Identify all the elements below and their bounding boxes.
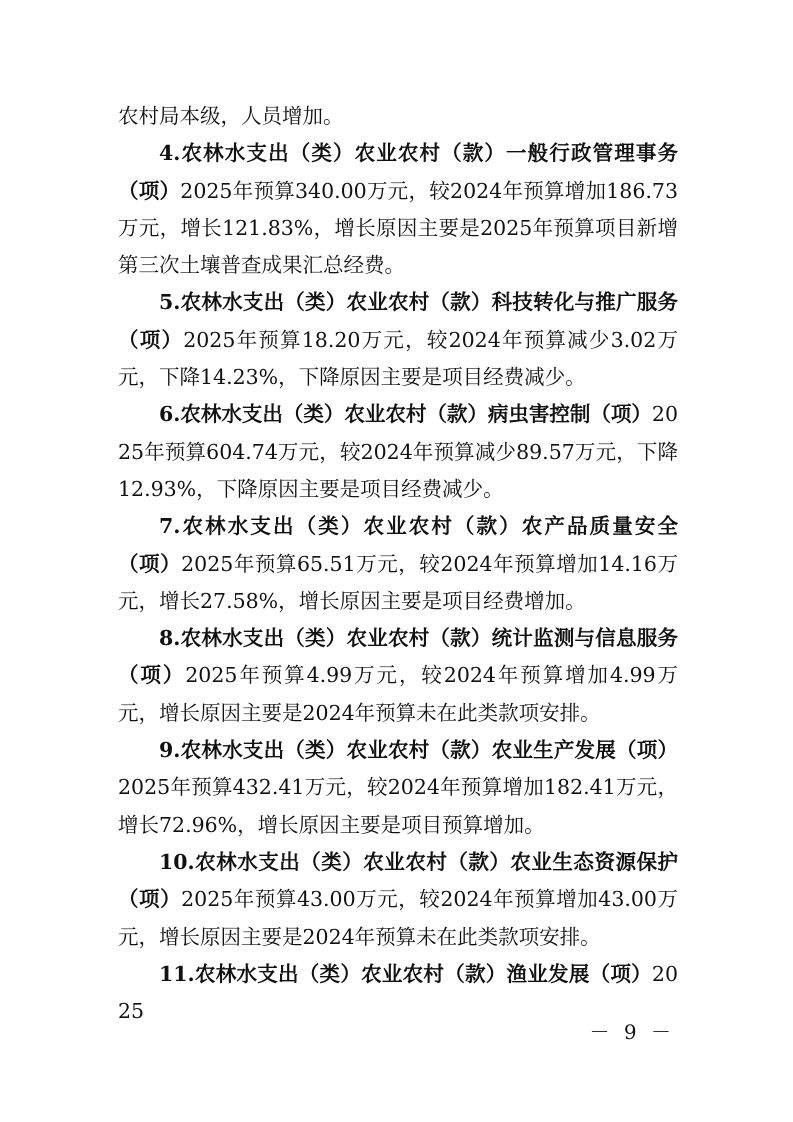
paragraph-heading: 6.农林水支出（类）农业农村（款）病虫害控制（项） [159,402,652,427]
paragraph-text: 2025年预算18.20万元，较2024年预算减少3.02万元，下降14.23%，下降原因主要是项目经费减少。 [118,327,678,390]
paragraph-heading: 10.农林水支出（类）农业农村（款）农业生态资源保护（项） [118,849,678,912]
paragraph-item-8 [118,620,678,732]
paragraph-item-4 [118,135,678,284]
paragraph-continuation [118,98,678,135]
paragraph-text: 农村局本级，人员增加。 [118,104,344,128]
paragraph-text: 2025年预算43.00万元，较2024年预算增加43.00万元，增长原因主要是2024年预算未在此类款项安排。 [118,887,678,949]
paragraph-text: 2025 [118,961,678,1024]
paragraph-item-7 [118,508,678,620]
paragraph-heading: 9.农林水支出（类）农业农村（款）农业生产发展（项） [159,738,678,763]
paragraph-heading: 8.农林水支出（类）农业农村（款）统计监测与信息服务（项） [118,626,678,688]
paragraph-text: 2025年预算604.74万元，较2024年预算减少89.57万元，下降12.93%，下降原因主要是项目经费减少。 [118,402,678,501]
paragraph-item-6 [118,396,678,508]
paragraph-heading: 7.农林水支出（类）农业农村（款）农产品质量安全（项） [118,514,678,576]
paragraph-item-10 [118,844,678,956]
paragraph-text: 2025年预算4.99万元，较2024年预算增加4.99万元，增长原因主要是2024年预算未在此类款项安排。 [118,663,678,725]
paragraph-text: 2025年预算340.00万元，较2024年预算增加186.73万元，增长121.83%，增长原因主要是2025年预算项目新增第三次土壤普查成果汇总经费。 [118,178,678,278]
document-body [118,98,678,1030]
paragraph-heading: 4.农林水支出（类）农业农村（款）一般行政管理事务（项） [118,141,678,203]
page-number: － 9 － [589,1020,675,1044]
paragraph-heading: 11.农林水支出（类）农业农村（款）渔业发展（项） [159,961,652,986]
paragraph-heading: 5.农林水支出（类）农业农村（款）科技转化与推广服务（项） [118,290,678,352]
paragraph-text: 2025年预算432.41万元，较2024年预算增加182.41万元，增长72.96%，增长原因主要是项目预算增加。 [118,775,678,837]
paragraph-item-5 [118,284,678,396]
paragraph-item-9 [118,732,678,844]
paragraph-text: 2025年预算65.51万元，较2024年预算增加14.16万元，增长27.58%，增长原因主要是项目经费增加。 [118,551,678,613]
